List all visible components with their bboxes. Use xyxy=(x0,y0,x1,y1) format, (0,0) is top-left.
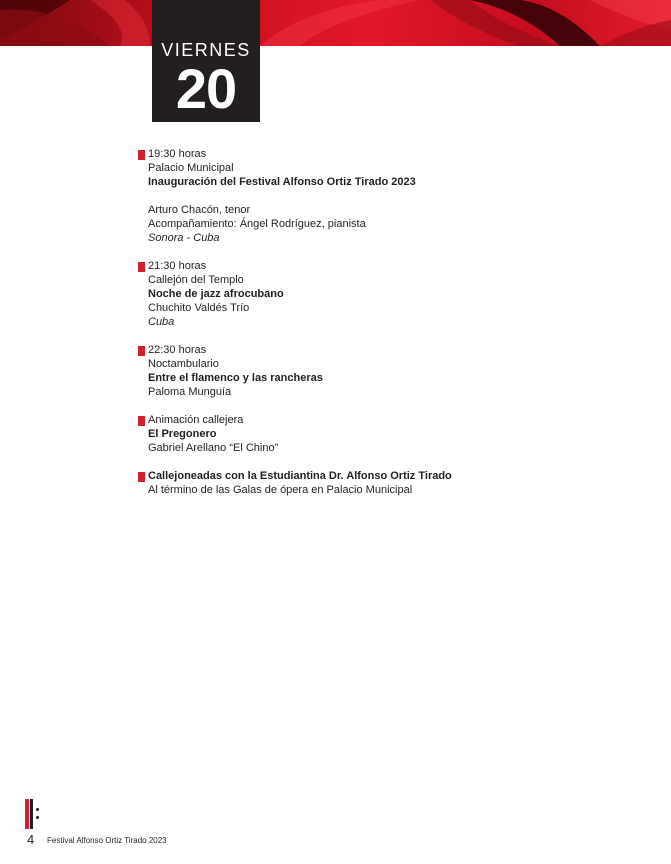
event-item xyxy=(138,343,638,399)
event-item xyxy=(138,147,638,245)
event-line: El Pregonero xyxy=(148,428,217,440)
banner-artwork xyxy=(0,0,671,46)
event-line: Sonora - Cuba xyxy=(148,232,220,244)
event-line: Inauguración del Festival Alfonso Ortiz Tirado 2023 xyxy=(148,176,416,188)
event-line: Callejón del Templo xyxy=(148,274,244,286)
event-line: Noctambulario xyxy=(148,358,219,370)
event-line: Animación callejera xyxy=(148,414,244,426)
event-line: Palacio Municipal xyxy=(148,162,234,174)
event-line: 21:30 horas xyxy=(148,260,207,272)
event-line: Chuchito Valdés Trío xyxy=(148,302,250,314)
event-line: 22:30 horas xyxy=(148,344,207,356)
event-line: 19:30 horas xyxy=(148,148,207,160)
program-list xyxy=(138,147,638,511)
event-spacer xyxy=(148,189,638,203)
event-line: Cuba xyxy=(148,316,175,328)
event-marker xyxy=(138,262,145,272)
event-line: Noche de jazz afrocubano xyxy=(148,288,284,300)
festival-logo-mark xyxy=(25,799,41,829)
header-banner xyxy=(0,0,671,46)
footer-publication: Festival Alfonso Ortiz Tirado 2023 xyxy=(47,836,167,845)
event-line: Al término de las Galas de ópera en Palacio Municipal xyxy=(148,484,413,496)
event-line: Acompañamiento: Ángel Rodríguez, pianista xyxy=(148,218,366,230)
event-marker xyxy=(138,416,145,426)
event-marker xyxy=(138,346,145,356)
day-name: VIERNES xyxy=(161,40,251,60)
event-line: Gabriel Arellano “El Chino” xyxy=(148,442,279,454)
event-marker xyxy=(138,472,145,482)
page-number: 4 xyxy=(27,832,35,847)
event-line: Entre el flamenco y las rancheras xyxy=(148,372,323,384)
event-item xyxy=(138,469,638,497)
event-line: Callejoneadas con la Estudiantina Dr. Alfonso Ortiz Tirado xyxy=(148,470,452,482)
event-line: Arturo Chacón, tenor xyxy=(148,204,251,216)
event-item xyxy=(138,413,638,455)
date-block xyxy=(152,0,260,122)
event-line: Paloma Munguía xyxy=(148,386,232,398)
event-item xyxy=(138,259,638,329)
event-marker xyxy=(138,150,145,160)
day-number: 20 xyxy=(175,57,237,120)
